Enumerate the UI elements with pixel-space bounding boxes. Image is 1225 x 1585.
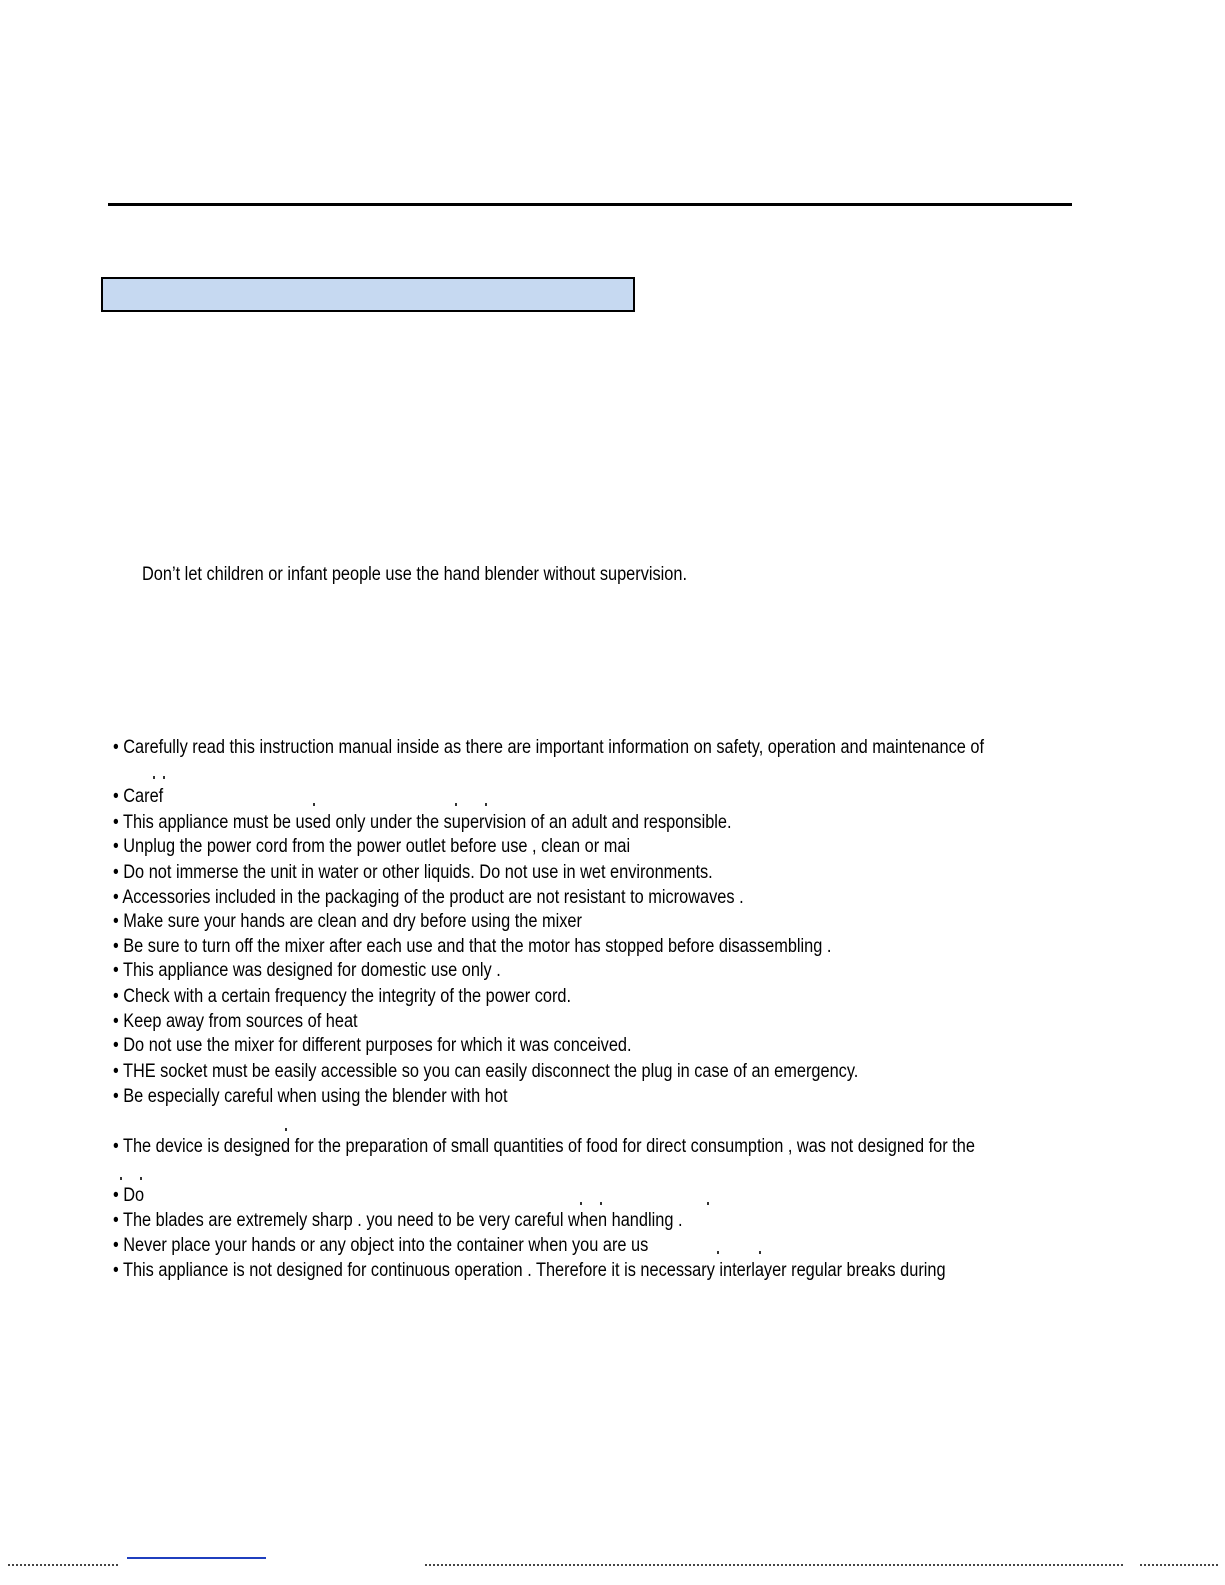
header-rule bbox=[108, 203, 1072, 206]
stray-mark bbox=[485, 803, 487, 806]
stray-mark bbox=[285, 1128, 287, 1131]
list-item: • THE socket must be easily accessible so you can easily disconnect the plug in case of an emergency. bbox=[113, 1061, 859, 1082]
stray-mark bbox=[707, 1202, 709, 1205]
stray-mark bbox=[759, 1251, 761, 1254]
intro-warning: Don’t let children or infant people use the hand blender without supervision. bbox=[142, 564, 688, 585]
stray-mark bbox=[153, 776, 155, 779]
list-item: • This appliance was designed for domestic use only . bbox=[113, 960, 501, 981]
stray-mark bbox=[455, 803, 457, 806]
footer-dotted-rule bbox=[425, 1564, 1125, 1566]
list-item: • The blades are extremely sharp . you need to be very careful when handling . bbox=[113, 1210, 683, 1231]
stray-mark bbox=[313, 803, 315, 806]
list-item: • Check with a certain frequency the integrity of the power cord. bbox=[113, 986, 572, 1007]
list-item: • Do not use the mixer for different purposes for which it was conceived. bbox=[113, 1035, 632, 1056]
list-item: • Be sure to turn off the mixer after each use and that the motor has stopped before disassembling . bbox=[113, 936, 832, 957]
list-item: • Caref bbox=[113, 786, 164, 807]
list-item: • The device is designed for the preparation of small quantities of food for direct consumption , was not designed for the bbox=[113, 1136, 975, 1157]
list-item: • Do not immerse the unit in water or other liquids. Do not use in wet environments. bbox=[113, 862, 713, 883]
list-item: • Unplug the power cord from the power outlet before use , clean or mai bbox=[113, 836, 631, 857]
stray-mark bbox=[717, 1251, 719, 1254]
list-item: • Be especially careful when using the blender with hot bbox=[113, 1086, 508, 1107]
list-item: • Do bbox=[113, 1185, 145, 1206]
list-item: • Carefully read this instruction manual inside as there are important information on safety, operation and maintenance of bbox=[113, 737, 985, 758]
list-item: • Keep away from sources of heat bbox=[113, 1011, 358, 1032]
stray-mark bbox=[600, 1202, 602, 1205]
footer-dotted-rule bbox=[8, 1564, 118, 1566]
list-item: • Never place your hands or any object into the container when you are us bbox=[113, 1235, 649, 1256]
list-item: • Accessories included in the packaging of the product are not resistant to microwaves . bbox=[113, 887, 744, 908]
stray-mark bbox=[163, 776, 165, 779]
stray-mark bbox=[120, 1177, 122, 1180]
stray-mark bbox=[140, 1177, 142, 1180]
footer-dotted-rule bbox=[1140, 1564, 1220, 1566]
list-item: • This appliance is not designed for continuous operation . Therefore it is necessary interlayer regular breaks during bbox=[113, 1260, 946, 1281]
section-heading-box bbox=[101, 277, 635, 312]
list-item: • Make sure your hands are clean and dry before using the mixer bbox=[113, 911, 582, 932]
list-item: • This appliance must be used only under the supervision of an adult and responsible. bbox=[113, 812, 732, 833]
footer-link-underline bbox=[127, 1557, 266, 1559]
stray-mark bbox=[580, 1202, 582, 1205]
